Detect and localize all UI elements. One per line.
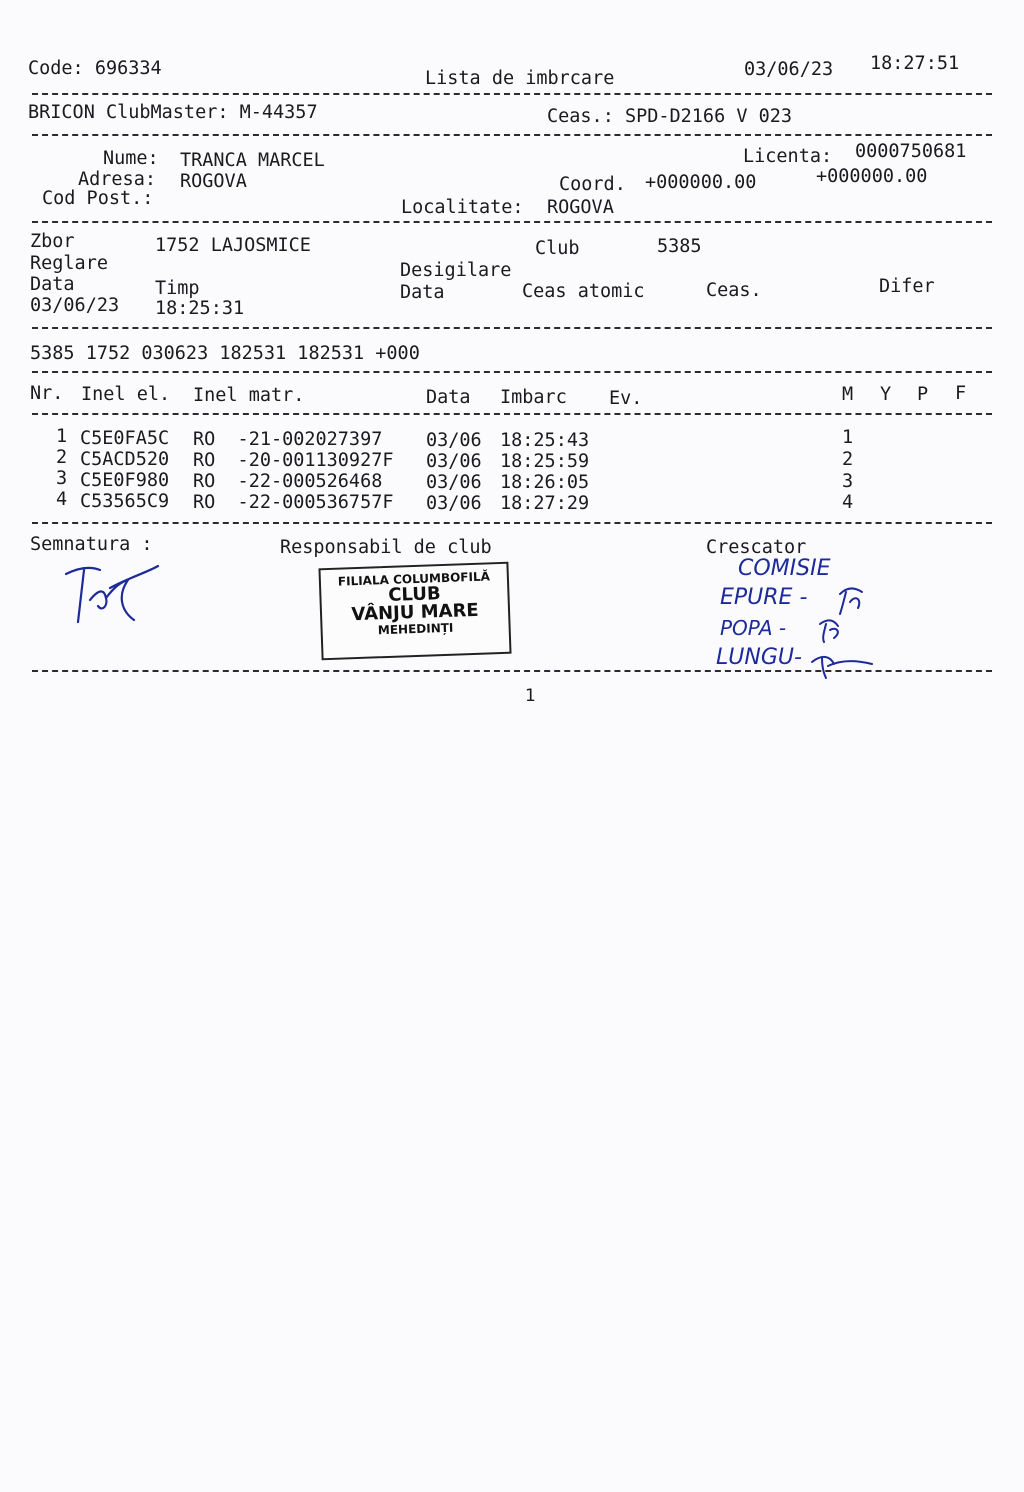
- document-title: Lista de imbrcare: [425, 68, 615, 89]
- print-date: 03/06/23: [744, 59, 834, 80]
- separator: [32, 670, 992, 672]
- stamp-line: CLUB: [387, 582, 441, 606]
- data-label: Data: [30, 274, 75, 295]
- row-inel-el: C5E0F980: [80, 470, 170, 491]
- code-line: 5385 1752 030623 182531 182531 +000: [30, 343, 420, 364]
- address-label: Adresa:: [78, 169, 156, 190]
- clock-label: Ceas.: [706, 280, 762, 301]
- code-label: Code: 696334: [28, 58, 162, 79]
- page-number: 1: [525, 686, 536, 706]
- club-stamp: [318, 562, 511, 661]
- col-m: M: [842, 384, 854, 405]
- row-nr: 2: [56, 447, 68, 468]
- coord-value-1: +000000.00: [645, 172, 757, 193]
- software-version: BRICON ClubMaster: M-44357: [28, 102, 318, 123]
- row-data: 03/06: [426, 472, 482, 493]
- desigilare-data-label: Data: [400, 282, 445, 303]
- col-inel-matr: Inel matr.: [193, 385, 305, 406]
- flight-value: 1752 LAJOSMICE: [155, 235, 311, 256]
- reglare-time: 18:25:31: [155, 298, 245, 319]
- row-m: 1: [842, 427, 854, 448]
- row-imbarc: 18:25:43: [500, 430, 590, 451]
- license-number: 0000750681: [855, 141, 967, 162]
- col-y: Y: [880, 384, 892, 405]
- col-f: F: [955, 383, 967, 404]
- owner-address: ROGOVA: [180, 171, 247, 192]
- breeder-label: Crescator: [706, 537, 807, 558]
- separator: [32, 371, 992, 373]
- row-imbarc: 18:27:29: [500, 493, 590, 514]
- row-m: 2: [842, 449, 854, 470]
- col-p: P: [917, 384, 929, 405]
- separator: [32, 413, 992, 415]
- separator: [32, 221, 992, 223]
- commission-heading: COMISIE: [738, 556, 831, 581]
- col-inel-el: Inel el.: [81, 384, 171, 405]
- commission-member: EPURE -: [720, 585, 808, 610]
- print-time: 18:27:51: [870, 53, 960, 74]
- handwritten-signature: [58, 560, 168, 630]
- row-imbarc: 18:25:59: [500, 451, 590, 472]
- club-label: Club: [535, 238, 580, 259]
- row-inel-matr: RO -20-001130927F: [193, 450, 394, 471]
- stamp-line: FILIALA COLUMBOFILĂ: [337, 569, 491, 589]
- row-data: 03/06: [426, 493, 482, 514]
- flight-label: Zbor: [30, 231, 75, 252]
- row-imbarc: 18:26:05: [500, 472, 590, 493]
- row-m: 3: [842, 471, 854, 492]
- col-nr: Nr.: [30, 383, 64, 404]
- stamp-line: MEHEDINȚI: [377, 621, 454, 638]
- row-inel-matr: RO -22-000526468: [193, 471, 383, 492]
- separator: [32, 93, 992, 95]
- desigilare-label: Desigilare: [400, 260, 512, 281]
- atomic-clock-label: Ceas atomic: [522, 281, 645, 302]
- row-inel-matr: RO -21-002027397: [193, 429, 383, 450]
- separator: [32, 327, 992, 329]
- separator: [32, 522, 992, 524]
- license-label: Licenta:: [743, 146, 833, 167]
- locality-label: Localitate:: [401, 197, 524, 218]
- row-inel-el: C5E0FA5C: [80, 428, 170, 449]
- commission-member: LUNGU-: [716, 645, 802, 670]
- stamp-line: VÂNJU MARE: [351, 600, 480, 626]
- reglare-date: 03/06/23: [30, 295, 120, 316]
- col-data: Data: [426, 387, 471, 408]
- row-data: 03/06: [426, 430, 482, 451]
- coord-label: Coord.: [559, 174, 626, 195]
- postcode-label: Cod Post.:: [42, 188, 154, 209]
- row-m: 4: [842, 492, 854, 513]
- row-inel-matr: RO -22-000536757F: [193, 492, 394, 513]
- row-nr: 4: [56, 489, 68, 510]
- clock-id: Ceas.: SPD-D2166 V 023: [547, 106, 793, 127]
- row-nr: 1: [56, 426, 68, 447]
- col-ev: Ev.: [609, 388, 643, 409]
- row-inel-el: C5ACD520: [80, 449, 170, 470]
- row-nr: 3: [56, 468, 68, 489]
- coord-value-2: +000000.00: [816, 166, 928, 187]
- row-inel-el: C53565C9: [80, 491, 170, 512]
- col-imbarc: Imbarc: [500, 387, 567, 408]
- name-label: Nume:: [103, 148, 159, 169]
- club-value: 5385: [657, 236, 702, 257]
- separator: [32, 134, 992, 136]
- locality-value: ROGOVA: [547, 197, 614, 218]
- difference-label: Difer: [879, 276, 935, 297]
- timp-label: Timp: [155, 278, 200, 299]
- row-data: 03/06: [426, 451, 482, 472]
- commission-member: POPA -: [720, 616, 787, 640]
- club-responsible-label: Responsabil de club: [280, 537, 492, 558]
- owner-name: TRANCA MARCEL: [180, 150, 325, 171]
- signature-label: Semnatura :: [30, 534, 153, 555]
- reglare-label: Reglare: [30, 253, 108, 274]
